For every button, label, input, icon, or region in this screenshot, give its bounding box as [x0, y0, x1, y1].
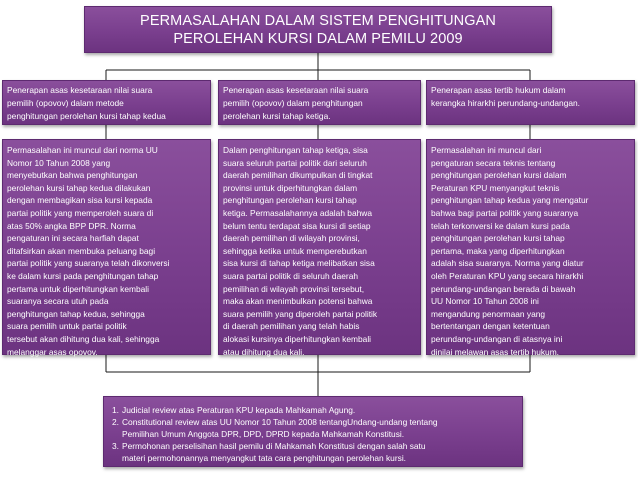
- remedy-item: [112, 404, 514, 416]
- detail-line: UU Nomor 10 Tahun 2008 ini: [431, 296, 539, 307]
- detail-line: perundang-undangan di atasnya ini: [431, 333, 563, 344]
- remedy-item: [112, 416, 514, 440]
- detail-line: perolehan kursi tahap kedua dilakukan: [7, 182, 151, 193]
- detail-box-tertib-hukum: [426, 139, 635, 355]
- detail-line: pertama, maka yang diperhitungkan: [431, 245, 565, 256]
- detail-line: oleh Peraturan KPU yang secara hirarkhi: [431, 270, 584, 281]
- remedy-number: 3.: [112, 441, 119, 451]
- summary-line: pemilih (opovov) dalam metode: [7, 98, 124, 109]
- detail-line: perundang-undangan berada di bawah: [431, 283, 576, 294]
- remedy-line: Judicial review atas Peraturan KPU kepada Mahkamah Agung.: [122, 405, 356, 415]
- detail-line: atas 50% angka BPP DPR. Norma: [7, 220, 136, 231]
- remedy-line: Constitutional review atas UU Nomor 10 Tahun 2008 tentangUndang-undang tentang: [122, 417, 438, 427]
- summary-box-tertib-hukum: [426, 80, 635, 125]
- detail-line: bertentangan dengan ketentuan: [431, 321, 550, 332]
- remedy-number: 1.: [112, 405, 119, 415]
- summary-line: penghitungan perolehan kursi tahap kedua: [7, 111, 166, 122]
- summary-box-opovov-tahap-ketiga: [218, 80, 421, 125]
- summary-line: pemilih (opovov) dalam penghitungan: [223, 98, 363, 109]
- detail-line: ke dalam kursi pada penghitungan tahap: [7, 270, 159, 281]
- remedy-number: 2.: [112, 417, 119, 427]
- detail-line: dengan membagikan sisa kursi kepada: [7, 195, 153, 206]
- summary-line: Penerapan asas kesetaraan nilai suara: [223, 85, 369, 95]
- detail-line: alokasi kursinya diperhitungkan kembali: [223, 333, 372, 344]
- detail-line: pertama untuk diperhitungkan kembali: [7, 283, 149, 294]
- detail-line: mengandung penormaan yang: [431, 308, 546, 319]
- detail-line: partai politik yang suaranya telah dikonversi: [7, 258, 170, 269]
- detail-box-opovov-tahap-ketiga: [218, 139, 421, 355]
- detail-line: adalah sisa suaranya. Norma yang diatur: [431, 258, 584, 269]
- detail-line: daerah pemilihan dikumpulkan di tingkat: [223, 170, 373, 181]
- detail-line: provinsi untuk diperhitungkan dalam: [223, 182, 358, 193]
- detail-line: suara partai politik di seluruh daerah: [223, 270, 359, 281]
- remedy-line: materi permohonannya menyangkut tata cara penghitungan perolehan kursi.: [122, 453, 407, 463]
- detail-line: suara pemilih untuk partai politik: [7, 321, 127, 332]
- detail-line: bahwa bagi partai politik yang suaranya: [431, 207, 579, 218]
- summary-line: perolehan kursi tahap ketiga.: [223, 111, 331, 122]
- detail-line: ketiga. Permasalahannya adalah bahwa: [223, 207, 372, 218]
- detail-line: penghitungan tahap kedua, sehingga: [7, 308, 145, 319]
- detail-line: suara seluruh partai politik dari seluruh: [223, 157, 367, 168]
- summary-box-opovov-tahap-kedua: [2, 80, 211, 125]
- detail-line: Dalam penghitungan tahap ketiga, sisa: [223, 145, 368, 155]
- summary-line: kerangka hirarkhi perundang-undangan.: [431, 98, 580, 109]
- detail-line: tersebut akan dihitung dua kali, sehingga: [7, 333, 160, 344]
- detail-line: daerah pemilihan di wilayah provinsi,: [223, 233, 360, 244]
- detail-line: pemilihan di wilayah provinsi tersebut,: [223, 283, 365, 294]
- remedies-box: [103, 396, 523, 467]
- detail-line: pengaturan secara teknis tentang: [431, 157, 556, 168]
- detail-line: penghitungan perolehan kursi tahap: [223, 195, 357, 206]
- detail-line: Nomor 10 Tahun 2008 yang: [7, 157, 111, 168]
- detail-line: maka akan menimbulkan potensi bahwa: [223, 296, 373, 307]
- detail-line: telah terkonversi ke dalam kursi pada: [431, 220, 570, 231]
- summary-line: Penerapan asas tertib hukum dalam: [431, 85, 566, 95]
- detail-line: dinilai melawan asas tertib hukum.: [431, 346, 560, 357]
- detail-line: menyebutkan bahwa penghitungan: [7, 170, 138, 181]
- detail-line: Permasalahan ini muncul dari norma UU: [7, 145, 158, 155]
- diagram-title-line-1: PERMASALAHAN DALAM SISTEM PENGHITUNGAN: [140, 12, 496, 29]
- detail-line: sehingga ketika untuk memperebutkan: [223, 245, 367, 256]
- detail-line: pengaturan ini secara harfiah dapat: [7, 233, 139, 244]
- remedy-item: [112, 440, 514, 464]
- detail-line: di daerah pemilihan yang telah habis: [223, 321, 360, 332]
- detail-line: penghitungan perolehan kursi tahap: [431, 233, 565, 244]
- detail-box-opovov-tahap-kedua: [2, 139, 211, 355]
- detail-line: atau dihitung dua kali.: [223, 346, 305, 357]
- detail-line: Permasalahan ini muncul dari: [431, 145, 542, 155]
- remedy-line: Permohonan perselisihan hasil pemilu di Mahkamah Konstitusi dengan salah satu: [122, 441, 426, 451]
- detail-line: suara pemilih yang diperoleh partai politik: [223, 308, 378, 319]
- detail-line: suaranya secara utuh pada: [7, 296, 109, 307]
- remedy-line: Pemilihan Umum Anggota DPR, DPD, DPRD kepada Mahkamah Konstitusi.: [122, 429, 405, 439]
- summary-line: Penerapan asas kesetaraan nilai suara: [7, 85, 153, 95]
- detail-line: penghitungan perolehan kursi dalam: [431, 170, 567, 181]
- detail-line: penghitungan tahap kedua yang mengatur: [431, 195, 589, 206]
- detail-line: partai politik yang memperoleh suara di: [7, 207, 154, 218]
- diagram-title-line-2: PEROLEHAN KURSI DALAM PEMILU 2009: [173, 30, 463, 47]
- detail-line: melanggar asas opovov.: [7, 346, 98, 357]
- diagram-title-box: [84, 6, 552, 53]
- detail-line: Peraturan KPU menyangkut teknis: [431, 182, 560, 193]
- detail-line: ditafsirkan akan membuka peluang bagi: [7, 245, 156, 256]
- detail-line: belum tentu terdapat sisa kursi di setiap: [223, 220, 371, 231]
- detail-line: sisa kursi di tahap ketiga melibatkan sisa: [223, 258, 375, 269]
